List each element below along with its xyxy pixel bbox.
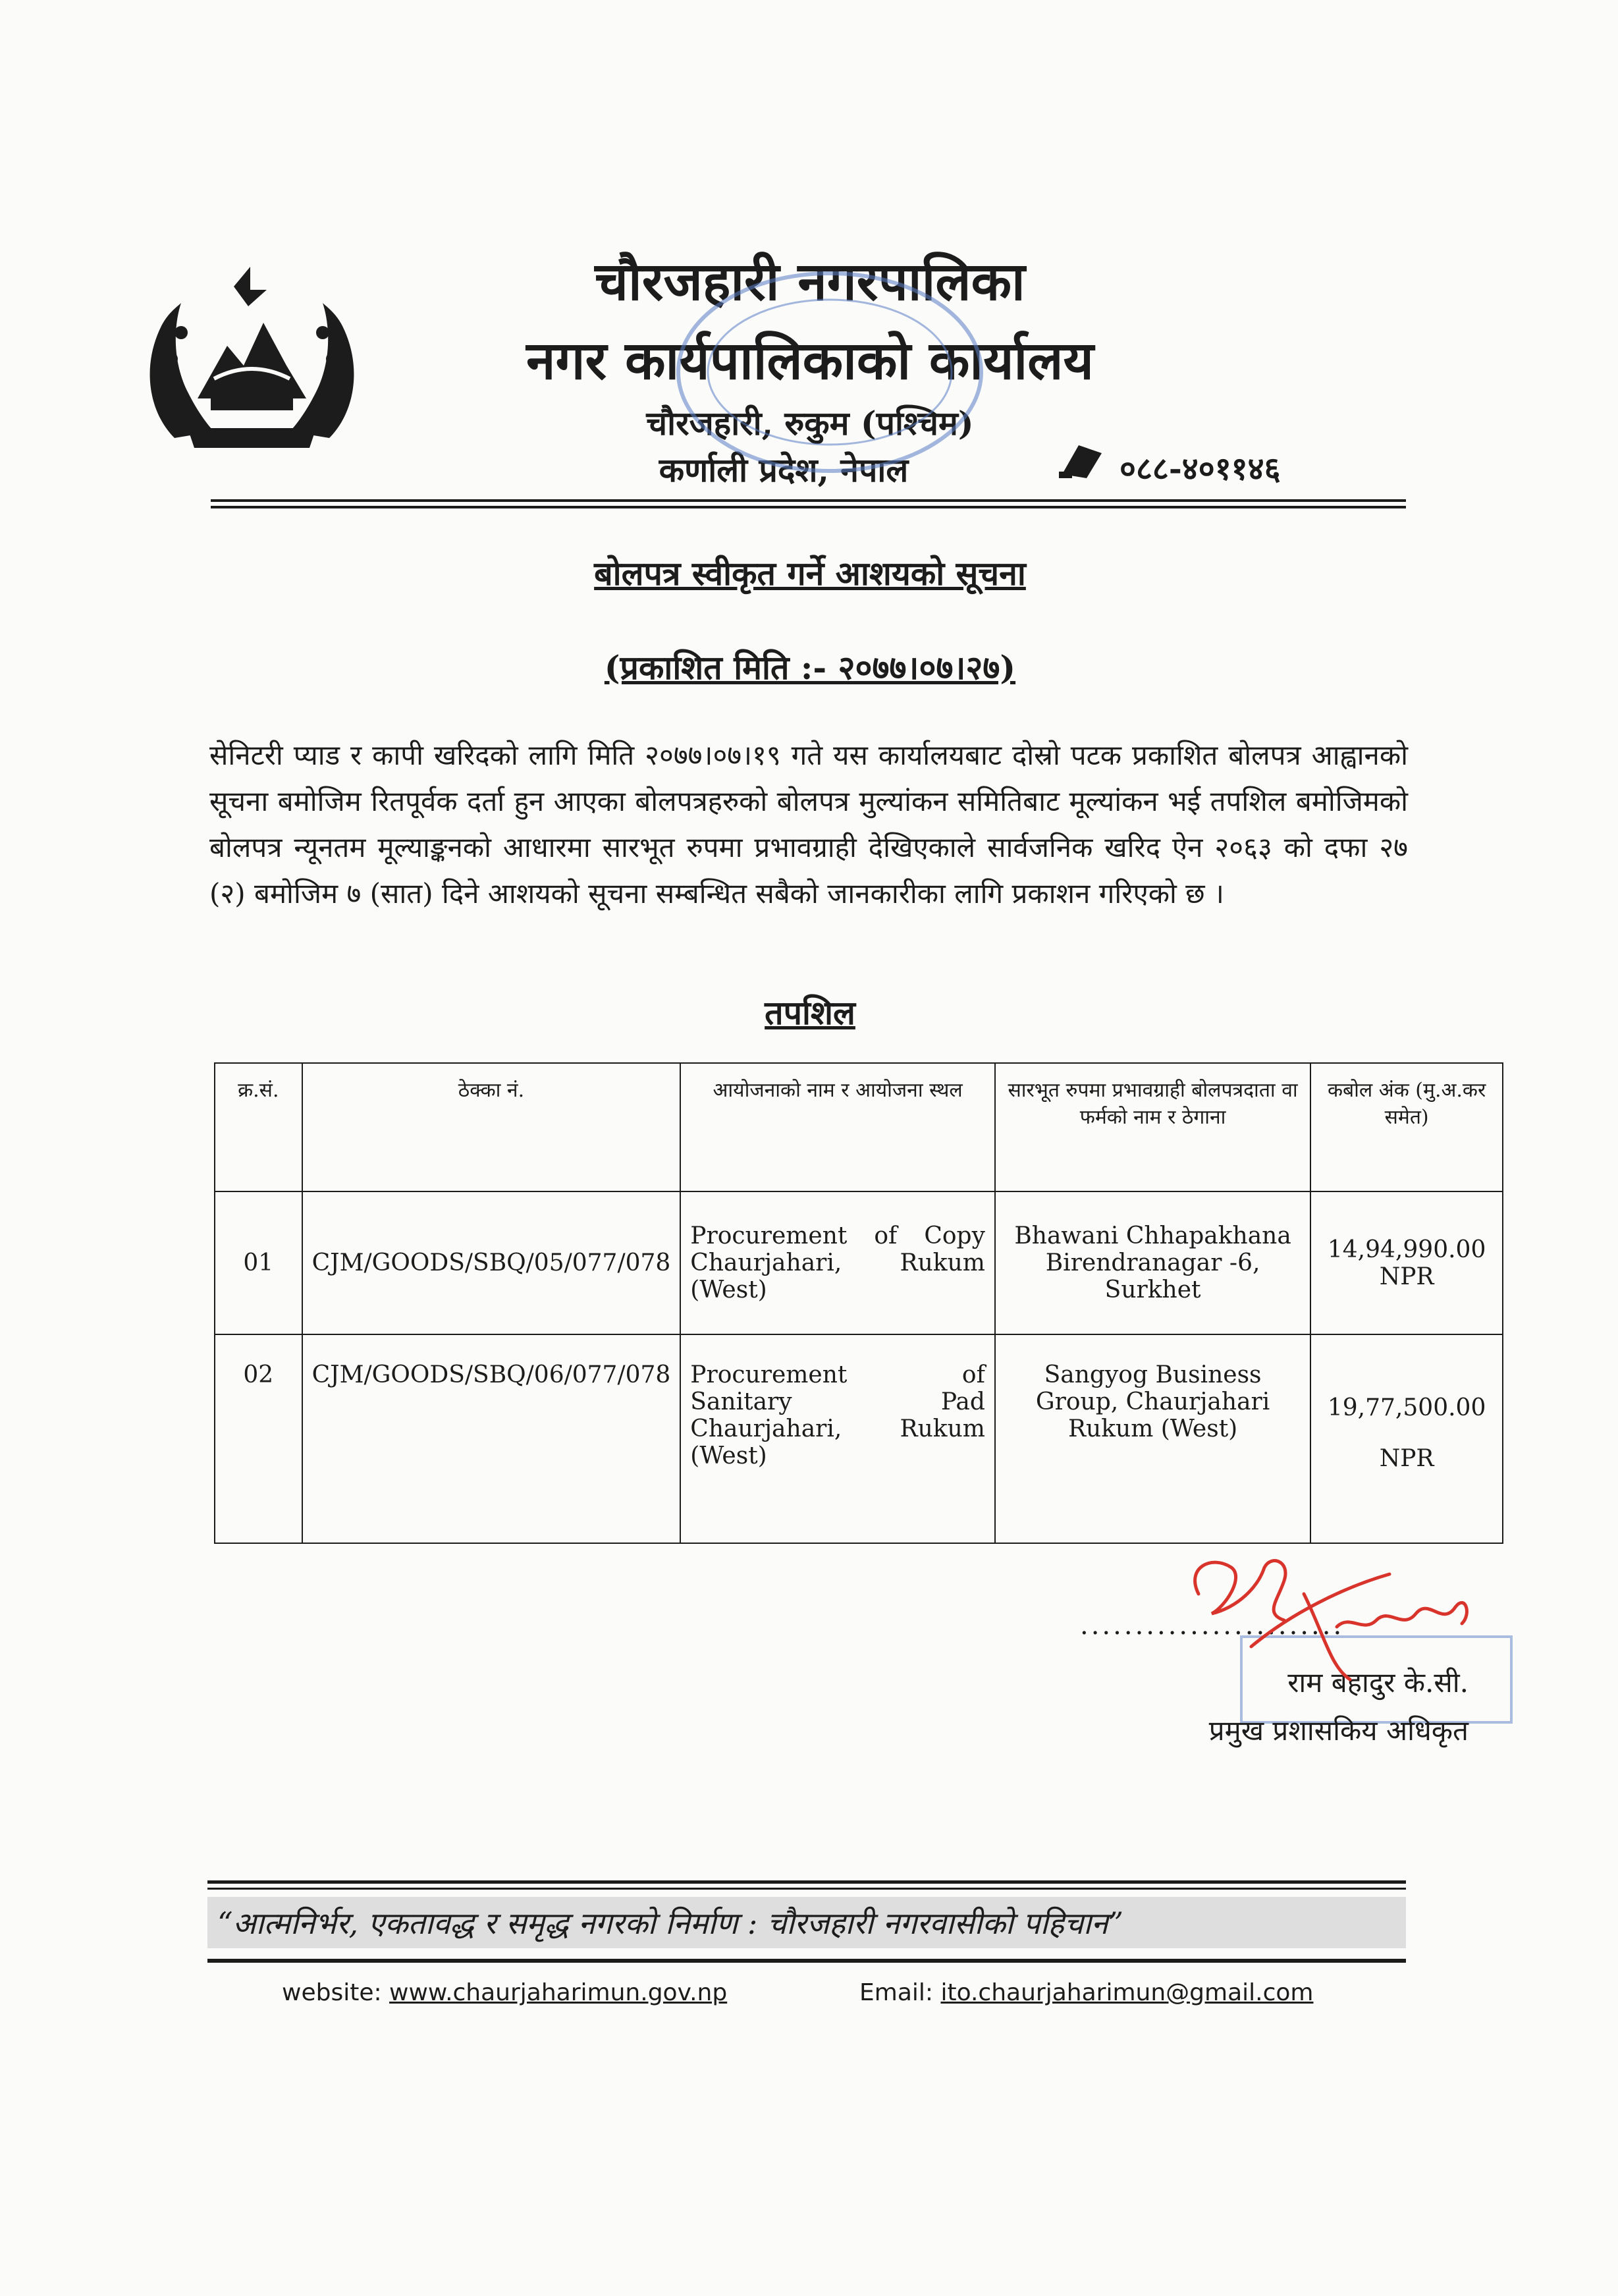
cell-bidder: Sangyog Business Group, Chaurjahari Rukum (West) (995, 1334, 1310, 1543)
cell-amount (1310, 1191, 1503, 1334)
header-amount: कबोल अंक (मु.अ.कर समेत) (1310, 1063, 1503, 1191)
notice-body: सेनिटरी प्याड र कापी खरिदको लागि मिति २०७७।०७।१९ गते यस कार्यालयबाट दोस्रो पटक प्रकाशित बोलपत्र आह्वानको सूचना बमोजिम रितपूर्वक दर्ता हुन आएका बोलपत्रहरुको बोलपत्र मुल्यांकन समितिबाट मूल्यांकन भई तपशिल बमोजिमको बोलपत्र न्यूनतम मूल्याङ्कनको आधारमा सारभूत रुपमा प्रभावग्राही देखिएकाले सार्वजनिक खरिद ऐन २०६३ को दफा २७ (२) बमोजिम ७ (सात) दिने आशयको सूचना सम्बन्धित सबैको जानकारीका लागि प्रकाशन गरिएको छ । (209, 739, 1408, 910)
cell-project: Procurement of Sanitary Pad Chaurjahari, Rukum (West) (680, 1334, 995, 1543)
signature-line: ........................ (1080, 1610, 1345, 1641)
handwritten-signature (1172, 1515, 1488, 1712)
amount-value: 19,77,500.00 (1327, 1394, 1486, 1421)
header-sn: क्र.सं. (215, 1063, 302, 1191)
table-row (215, 1334, 1503, 1543)
website-info (282, 1979, 727, 2006)
header-contract-no: ठेक्का नं. (302, 1063, 681, 1191)
cell-amount (1310, 1334, 1503, 1543)
cell-bidder: Bhawani Chhapakhana Birendranagar -6, Surkhet (995, 1191, 1310, 1334)
published-date: (प्रकाशित मिति :- २०७७।०७।२७) (604, 648, 1016, 687)
office-seal-stamp (665, 254, 994, 491)
org-name: चौरजहारी नगरपालिका (595, 250, 1025, 312)
signer-title: प्रमुख प्रशासकिय अधिकृत (1208, 1714, 1469, 1747)
email-link[interactable]: ito.chaurjaharimun@gmail.com (940, 1979, 1314, 2006)
phone-icon (1059, 440, 1105, 479)
signer-name: राम बहादुर के.सी. (1287, 1666, 1469, 1699)
office-name: नगर कार्यपालिकाको कार्यालय (526, 329, 1094, 391)
header-project: आयोजनाको नाम र आयोजना स्थल (680, 1063, 995, 1191)
cell-contract-no: CJM/GOODS/SBQ/06/077/078 (302, 1334, 681, 1543)
amount-value: 14,94,990.00 (1327, 1236, 1486, 1263)
email-label: Email: (859, 1979, 934, 2006)
footer-slogan: “आत्मनिर्भर, एकतावद्ध र समृद्ध नगरको निर्माण : चौरजहारी नगरवासीको पहिचान” (217, 1905, 1124, 1941)
table-row (215, 1191, 1503, 1334)
cell-sn: 02 (215, 1334, 302, 1543)
phone-number: ०८८-४०११४६ (1119, 451, 1281, 487)
website-link[interactable]: www.chaurjaharimun.gov.np (389, 1979, 728, 2006)
office-province: कर्णाली प्रदेश, नेपाल (659, 451, 909, 489)
notice-title: बोलपत्र स्वीकृत गर्ने आशयको सूचना (594, 554, 1026, 593)
footer-rule-bottom (207, 1959, 1406, 1963)
cell-contract-no: CJM/GOODS/SBQ/05/077/078 (302, 1191, 681, 1334)
nepal-emblem-icon (135, 260, 369, 464)
table-header-row (215, 1063, 1503, 1191)
cell-project: Procurement of Copy Chaurjahari, Rukum (West) (680, 1191, 995, 1334)
bid-table (214, 1062, 1503, 1544)
cell-sn: 01 (215, 1191, 302, 1334)
details-heading: तपशिल (765, 993, 855, 1032)
office-address: चौरजहारी, रुकुम (पश्चिम) (646, 404, 974, 443)
website-label: website: (282, 1979, 382, 2006)
header-rule (211, 499, 1406, 508)
amount-currency: NPR (1379, 1445, 1434, 1472)
header-bidder: सारभूत रुपमा प्रभावग्राही बोलपत्रदाता वा फर्मको नाम र ठेगाना (995, 1063, 1310, 1191)
footer-rule (207, 1880, 1406, 1890)
amount-currency: NPR (1379, 1263, 1434, 1290)
email-info (859, 1979, 1313, 2006)
